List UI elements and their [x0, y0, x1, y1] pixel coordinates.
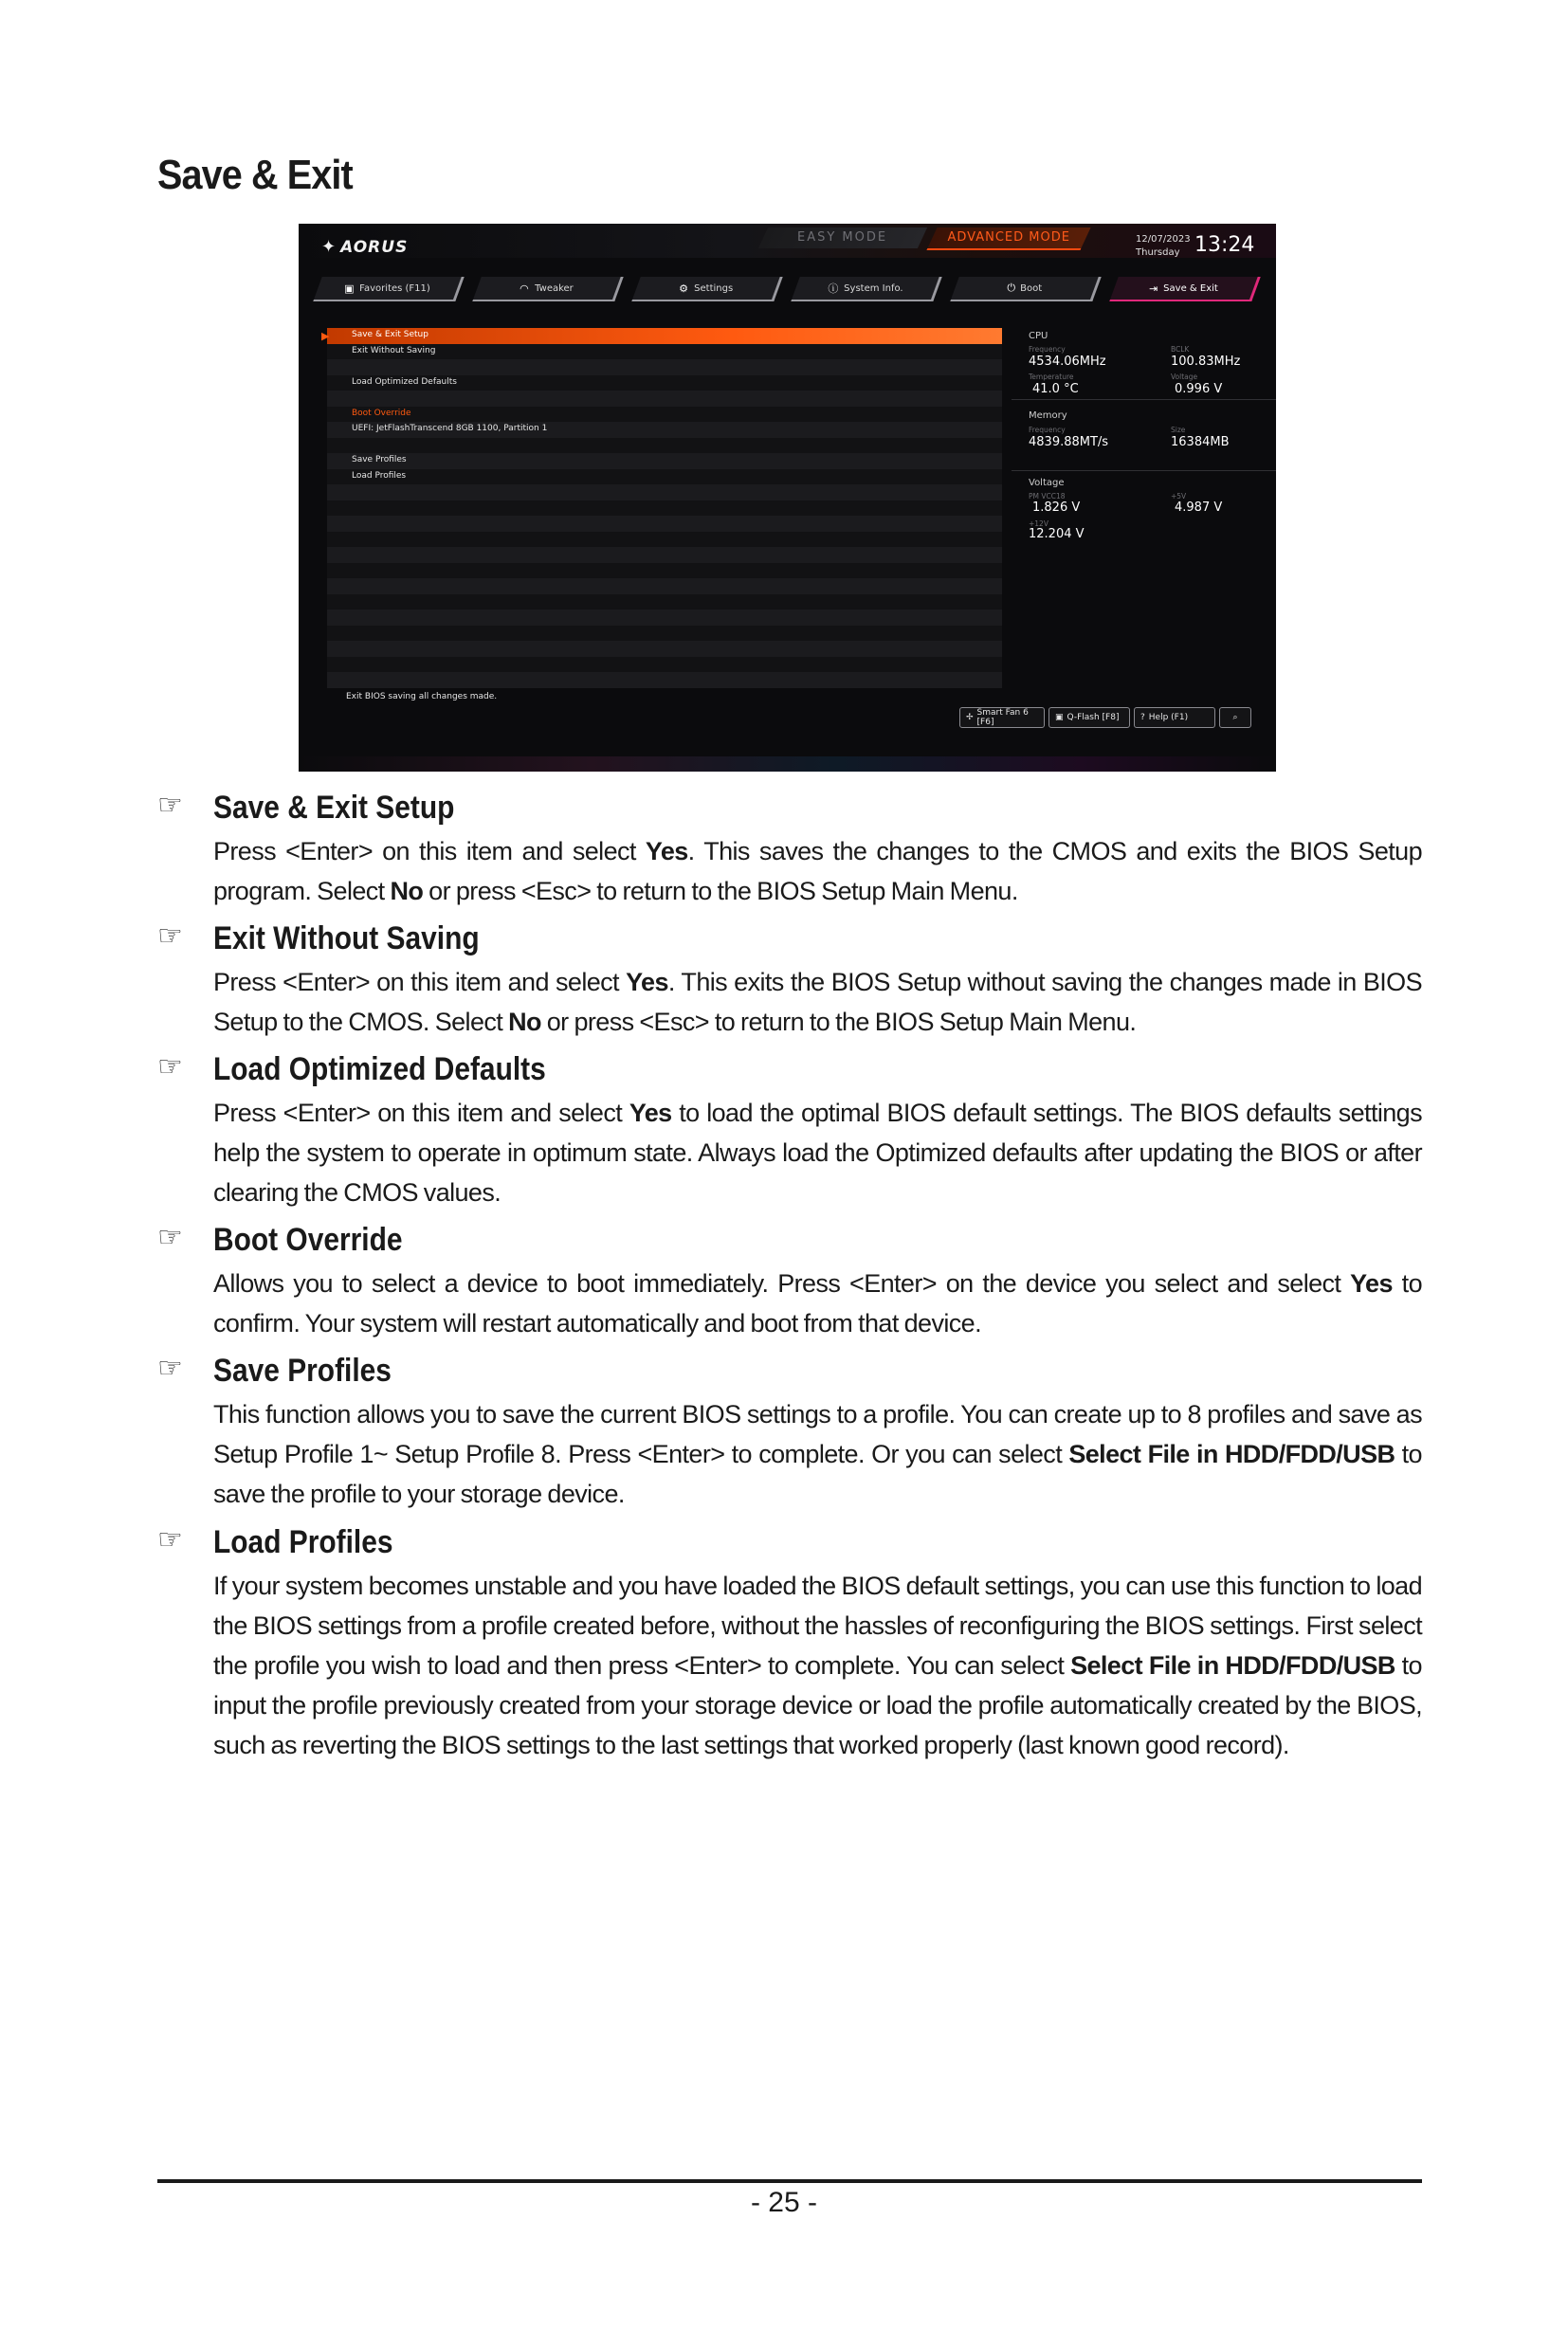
section-title: Load Profiles — [213, 1524, 393, 1560]
section-body: Press <Enter> on this item and select Yes. This exits the BIOS Setup without saving the changes made in BIOS Setup to the CMOS. Select No or press <Esc> to return to the BIOS Setup Main Menu. — [213, 968, 1422, 1036]
memory-size-value: 16384MB — [1171, 435, 1230, 449]
flash-icon: ▣ — [1055, 713, 1064, 722]
menu-empty-row — [327, 516, 1002, 532]
memory-frequency-label: Frequency — [1029, 426, 1066, 434]
easy-mode-label: EASY MODE — [797, 230, 888, 245]
menu-empty-row — [327, 626, 1002, 642]
advanced-mode-tab[interactable] — [926, 227, 1090, 250]
qflash-label: Q-Flash [F8] — [1067, 713, 1120, 722]
pointing-hand-icon: ☞ — [157, 920, 183, 952]
pointing-hand-icon: ☞ — [157, 1524, 183, 1556]
cpu-voltage-value: 0.996 V — [1175, 382, 1223, 396]
menu-item-load-profiles[interactable] — [327, 469, 1002, 485]
page-number: - 25 - — [750, 2187, 818, 2218]
easy-mode-tab[interactable] — [758, 227, 927, 248]
smart-fan-label: Smart Fan 6 [F6] — [976, 708, 1029, 727]
voltage-heading: Voltage — [1029, 478, 1065, 488]
menu-empty-row — [327, 672, 1002, 688]
p5v-value: 4.987 V — [1175, 500, 1223, 515]
menu-spacer — [327, 438, 1002, 454]
bclk-label: BCLK — [1171, 345, 1190, 354]
menu-item-label: Load Profiles — [352, 470, 407, 481]
section-title: Save Profiles — [213, 1353, 392, 1389]
menu-item-save-profiles[interactable] — [327, 453, 1002, 469]
pointing-hand-icon: ☞ — [157, 1222, 183, 1253]
date-text: 12/07/2023 — [1136, 234, 1191, 245]
menu-heading-label: Boot Override — [352, 408, 411, 418]
bios-footer-bar — [299, 756, 1276, 772]
section-title: Boot Override — [213, 1222, 403, 1258]
menu-empty-row — [327, 547, 1002, 563]
menu-item-label: UEFI: JetFlashTranscend 8GB 1100, Partition 1 — [352, 424, 548, 433]
menu-empty-row — [327, 657, 1002, 673]
section-title: Save & Exit Setup — [213, 790, 455, 826]
selection-arrow-icon: ▶ — [321, 330, 330, 342]
menu-item-label: Load Optimized Defaults — [352, 376, 457, 387]
menu-item-exit-without-saving[interactable] — [327, 344, 1002, 360]
cpu-frequency-value: 4534.06MHz — [1029, 355, 1106, 369]
bios-screenshot — [299, 224, 1276, 772]
section-body: Allows you to select a device to boot immediately. Press <Enter> on the device you select and select Yes to confirm. Your system will restart automatically and boot from that device. — [213, 1269, 1422, 1337]
cpu-frequency-label: Frequency — [1029, 345, 1066, 354]
menu-item-load-optimized-defaults[interactable] — [327, 375, 1002, 391]
tab-label: Boot — [1020, 282, 1043, 294]
memory-size-label: Size — [1171, 426, 1186, 434]
p12v-value: 12.204 V — [1029, 527, 1085, 541]
tab-settings[interactable] — [631, 277, 782, 301]
eagle-icon: ✦ — [321, 237, 337, 257]
tab-save-exit[interactable] — [1109, 277, 1260, 301]
tab-system-info[interactable] — [791, 277, 941, 301]
help-button[interactable] — [1134, 707, 1215, 728]
bios-menu-list — [321, 328, 1002, 688]
cpu-heading: CPU — [1029, 331, 1048, 341]
menu-heading-boot-override — [327, 407, 1002, 423]
menu-empty-row — [327, 563, 1002, 579]
cpu-info — [1012, 323, 1276, 400]
tab-label: Settings — [694, 282, 734, 294]
bios-help-text: Exit BIOS saving all changes made. — [346, 692, 498, 701]
hardware-info-panel — [1012, 323, 1276, 669]
pm-vcc18-label: PM VCC18 — [1029, 492, 1066, 500]
section-title: Exit Without Saving — [213, 920, 480, 956]
menu-item-boot-device[interactable] — [327, 422, 1002, 438]
section-body: Press <Enter> on this item and select Yes. This saves the changes to the CMOS and exits the BIOS Setup program. Select No or press <Esc> to return to the BIOS Setup Main Menu. — [213, 837, 1422, 905]
menu-empty-row — [327, 641, 1002, 657]
bios-date — [1136, 233, 1191, 260]
tab-label: Favorites (F11) — [359, 282, 431, 294]
menu-item-label: Save Profiles — [352, 455, 407, 464]
menu-empty-row — [327, 578, 1002, 594]
tab-label: Save & Exit — [1163, 282, 1219, 294]
cpu-voltage-label: Voltage — [1171, 373, 1198, 381]
aorus-logo — [321, 237, 408, 257]
exit-icon: ⇥ — [1149, 282, 1158, 295]
page-title: Save & Exit — [157, 152, 353, 198]
fan-icon: ✢ — [966, 713, 974, 722]
smart-fan-button[interactable] — [959, 707, 1045, 728]
menu-spacer — [327, 391, 1002, 407]
pointing-hand-icon: ☞ — [157, 1353, 183, 1384]
search-button[interactable] — [1219, 707, 1251, 728]
section-body: This function allows you to save the current BIOS settings to a profile. You can create up to 8 profiles and save as Setup Profile 1~ Setup Profile 8. Press <Enter> to complete. Or you can select Select File in HDD/FDD/USB to save the profile to your storage device. — [213, 1400, 1422, 1508]
power-icon: ⏻ — [1006, 282, 1015, 294]
help-icon: ? — [1140, 713, 1145, 722]
menu-empty-row — [327, 484, 1002, 500]
tab-boot[interactable] — [950, 277, 1101, 301]
tab-label: System Info. — [844, 282, 903, 294]
gear-icon: ⚙ — [679, 282, 689, 295]
bios-tab-bar — [318, 277, 1266, 303]
pm-vcc18-value: 1.826 V — [1032, 500, 1081, 515]
advanced-mode-label: ADVANCED MODE — [947, 230, 1071, 245]
memory-info — [1012, 399, 1276, 471]
p5v-label: +5V — [1171, 492, 1187, 500]
menu-empty-row — [327, 500, 1002, 517]
help-label: Help (F1) — [1148, 713, 1189, 722]
day-text: Thursday — [1136, 247, 1180, 258]
menu-empty-row — [327, 610, 1002, 626]
cpu-temperature-value: 41.0 °C — [1032, 382, 1079, 396]
section-title: Load Optimized Defaults — [213, 1051, 546, 1087]
tab-favorites[interactable] — [313, 277, 464, 301]
logo-text: AORUS — [340, 237, 409, 257]
speedometer-icon: ◠ — [520, 282, 530, 295]
cpu-temperature-label: Temperature — [1029, 373, 1074, 381]
bios-clock: 13:24 — [1194, 233, 1255, 257]
menu-empty-row — [327, 532, 1002, 548]
menu-item-save-exit-setup[interactable] — [321, 328, 1002, 344]
menu-item-label: Exit Without Saving — [352, 345, 436, 355]
info-icon: ⓘ — [828, 282, 839, 295]
voltage-info — [1012, 470, 1276, 565]
p12v-label: +12V — [1029, 519, 1048, 528]
footer-divider — [157, 2179, 1422, 2183]
star-icon: ▣ — [344, 282, 355, 295]
tab-label: Tweaker — [535, 282, 574, 294]
section-body: Press <Enter> on this item and select Yes to load the optimal BIOS default settings. The BIOS defaults settings help the system to operate in optimum state. Always load the Optimized defaults after updating the BIOS or after clearing the CMOS values. — [213, 1099, 1422, 1207]
search-icon: ⌕ — [1232, 713, 1238, 722]
qflash-button[interactable] — [1048, 707, 1130, 728]
pointing-hand-icon: ☞ — [157, 1051, 183, 1083]
memory-heading: Memory — [1029, 410, 1067, 421]
menu-item-label: Save & Exit Setup — [352, 330, 428, 339]
menu-empty-row — [327, 594, 1002, 610]
menu-spacer — [327, 359, 1002, 375]
tab-tweaker[interactable] — [472, 277, 623, 301]
section-body: If your system becomes unstable and you have loaded the BIOS default settings, you can use this function to load the BIOS settings from a profile created before, without the hassles of reconfiguring the BIOS settings. First select the profile you wish to load and then press <Enter> to complete. You can select Select File in HDD/FDD/USB to input the profile previously created from your storage device or load the profile automatically created by the BIOS, such as reverting the BIOS settings to the last settings that worked properly (last known good record). — [213, 1572, 1422, 1759]
memory-frequency-value: 4839.88MT/s — [1029, 435, 1109, 449]
bclk-value: 100.83MHz — [1171, 355, 1241, 369]
pointing-hand-icon: ☞ — [157, 790, 183, 821]
